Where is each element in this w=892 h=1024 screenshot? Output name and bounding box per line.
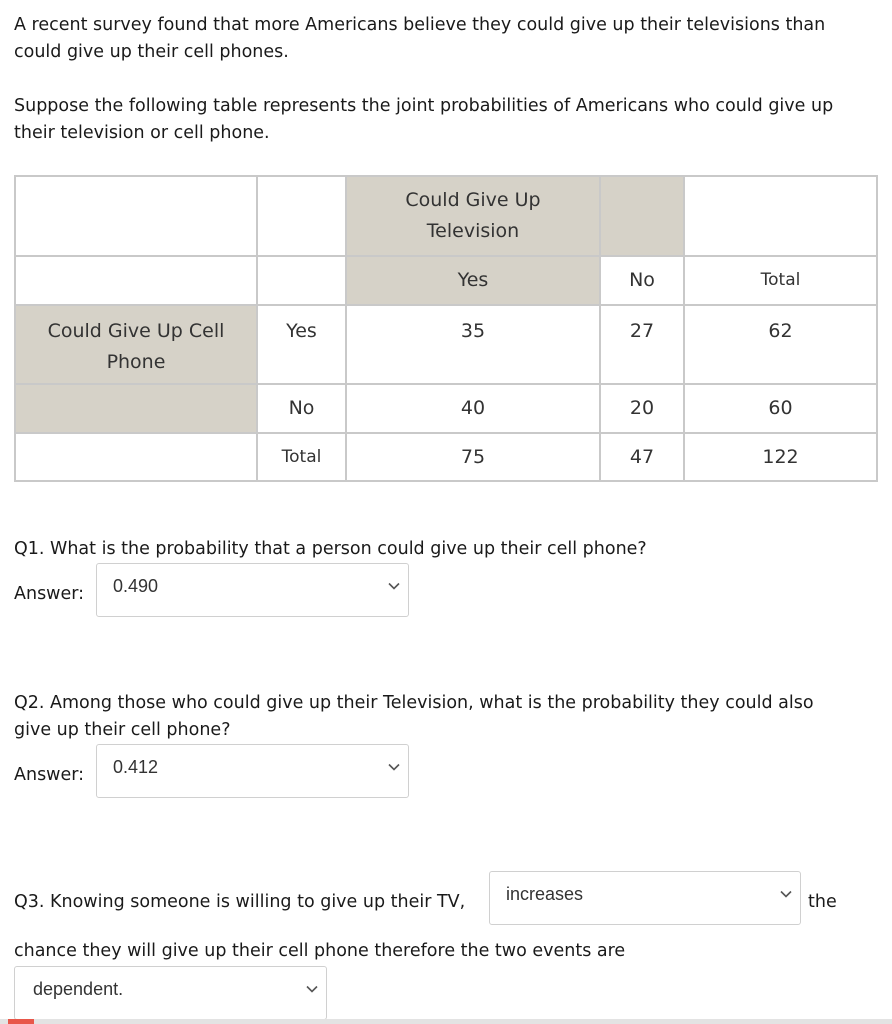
table-empty-cell (257, 256, 346, 305)
tv-header-line-1: Could Give Up (405, 189, 541, 211)
q1-selected-value: 0.490 (113, 576, 159, 596)
cell-no-yes: 40 (346, 384, 600, 433)
tv-header-filler-cell (600, 176, 684, 256)
col-header-no: No (600, 256, 684, 305)
row-label-no: No (257, 384, 346, 433)
chevron-down-icon (387, 579, 401, 593)
q3-first-select[interactable] (489, 871, 801, 925)
bottom-accent-mark (8, 1019, 34, 1024)
cell-no-no: 20 (600, 384, 684, 433)
cell-phone-header-cell (15, 305, 257, 384)
q3-second-select[interactable] (14, 966, 327, 1020)
cell-phone-header-filler (15, 384, 257, 433)
q2-selected-value: 0.412 (113, 757, 159, 777)
cell-total-total: 122 (684, 433, 877, 481)
table-row (15, 384, 877, 433)
bottom-divider (0, 1019, 892, 1024)
intro-paragraph (14, 12, 884, 66)
table-row (15, 305, 877, 384)
tv-header-line-2: Television (426, 220, 520, 242)
cell-header-line-2: Phone (106, 351, 166, 373)
cell-yes-no: 27 (600, 305, 684, 384)
chevron-down-icon (779, 887, 793, 901)
table-row (15, 433, 877, 481)
row-label-yes: Yes (257, 305, 346, 384)
q2-line-2: give up their cell phone? (14, 720, 231, 740)
intro-line-2: could give up their cell phones. (14, 42, 289, 62)
table-empty-cell (684, 176, 877, 256)
q3-first-selected-value: increases (506, 884, 584, 904)
cell-no-total: 60 (684, 384, 877, 433)
joint-probability-table (14, 175, 878, 482)
q3-text-after: the (808, 892, 837, 912)
cell-yes-total: 62 (684, 305, 877, 384)
q1-answer-label: Answer: (14, 584, 85, 604)
q3-line-2: chance they will give up their cell phone therefore the two events are (14, 941, 626, 961)
col-header-yes: Yes (346, 256, 600, 305)
intro-line-1: A recent survey found that more Americans believe they could give up their televisions than (14, 15, 826, 35)
table-empty-cell (15, 256, 257, 305)
q1-answer-select[interactable] (96, 563, 409, 617)
table-row (15, 176, 877, 256)
q2-answer-select[interactable] (96, 744, 409, 798)
table-empty-cell (257, 176, 346, 256)
table-corner-cell (15, 176, 257, 256)
table-empty-cell (15, 433, 257, 481)
row-label-total: Total (257, 433, 346, 481)
col-header-total: Total (684, 256, 877, 305)
suppose-line-1: Suppose the following table represents the joint probabilities of Americans who could give up (14, 96, 834, 116)
chevron-down-icon (387, 760, 401, 774)
suppose-line-2: their television or cell phone. (14, 123, 270, 143)
cell-header-line-1: Could Give Up Cell (47, 320, 225, 342)
q1-question: Q1. What is the probability that a person could give up their cell phone? (14, 539, 647, 559)
q2-answer-label: Answer: (14, 765, 85, 785)
q2-question (14, 690, 814, 744)
chevron-down-icon (305, 982, 319, 996)
cell-total-no: 47 (600, 433, 684, 481)
cell-yes-yes: 35 (346, 305, 600, 384)
cell-total-yes: 75 (346, 433, 600, 481)
q3-text-before: Q3. Knowing someone is willing to give up their TV, (14, 892, 466, 912)
tv-header-cell (346, 176, 600, 256)
suppose-paragraph (14, 93, 884, 147)
q2-line-1: Q2. Among those who could give up their Television, what is the probability they could also (14, 693, 814, 713)
q3-second-selected-value: dependent. (33, 979, 124, 999)
table-row (15, 256, 877, 305)
